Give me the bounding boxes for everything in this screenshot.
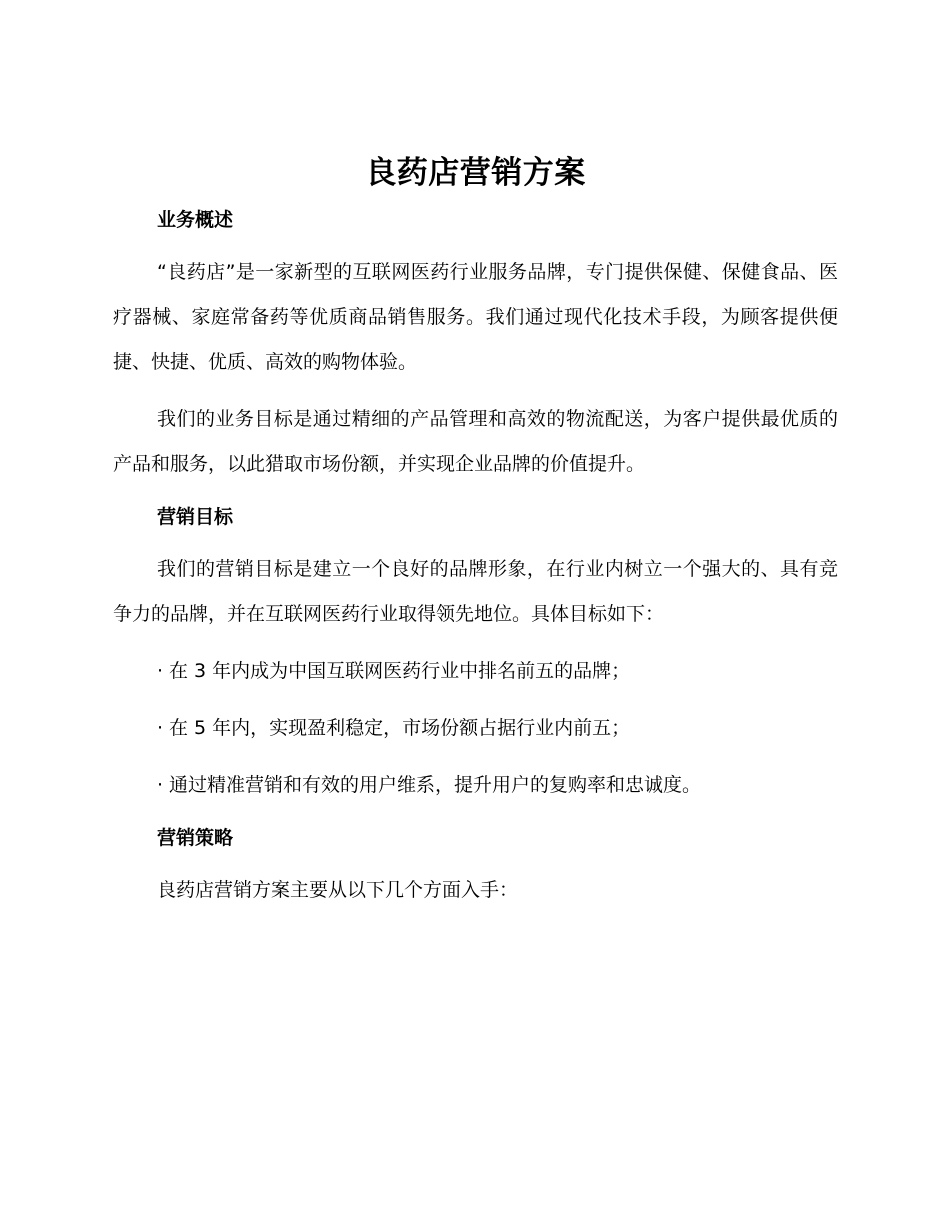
list-item — [113, 706, 838, 751]
bullet-marker: · — [157, 717, 164, 739]
section-heading-overview: 业务概述 — [157, 209, 234, 231]
bullet-marker: · — [157, 774, 164, 796]
paragraph: “良药店”是一家新型的互联网医药行业服务品牌，专门提供保健、保健食品、医疗器械、家庭常备药等优质商品销售服务。我们通过现代化技术手段，为顾客提供便捷、快捷、优质、高效的购物体验。 — [113, 261, 838, 373]
list-item — [113, 649, 838, 694]
paragraph: 良药店营销方案主要从以下几个方面入手： — [157, 879, 519, 901]
document-title: 良药店营销方案 — [365, 155, 586, 191]
section-heading-strategy: 营销策略 — [157, 827, 234, 849]
bullet-marker: · — [157, 660, 164, 682]
paragraph: 我们的业务目标是通过精细的产品管理和高效的物流配送，为客户提供最优质的产品和服务，以此猎取市场份额，并实现企业品牌的价值提升。 — [113, 408, 838, 475]
section-heading-goals: 营销目标 — [157, 506, 234, 528]
list-item-text: 在 5 年内，实现盈利稳定，市场份额占据行业内前五； — [169, 717, 631, 739]
list-item — [113, 763, 838, 808]
document-body — [113, 148, 838, 925]
paragraph: 我们的营销目标是建立一个良好的品牌形象，在行业内树立一个强大的、具有竞争力的品牌，并在互联网医药行业取得领先地位。具体目标如下： — [113, 558, 838, 625]
list-item-text: 在 3 年内成为中国互联网医药行业中排名前五的品牌； — [169, 660, 631, 682]
list-item-text: 通过精准营销和有效的用户维系，提升用户的复购率和忠诚度。 — [169, 774, 702, 796]
